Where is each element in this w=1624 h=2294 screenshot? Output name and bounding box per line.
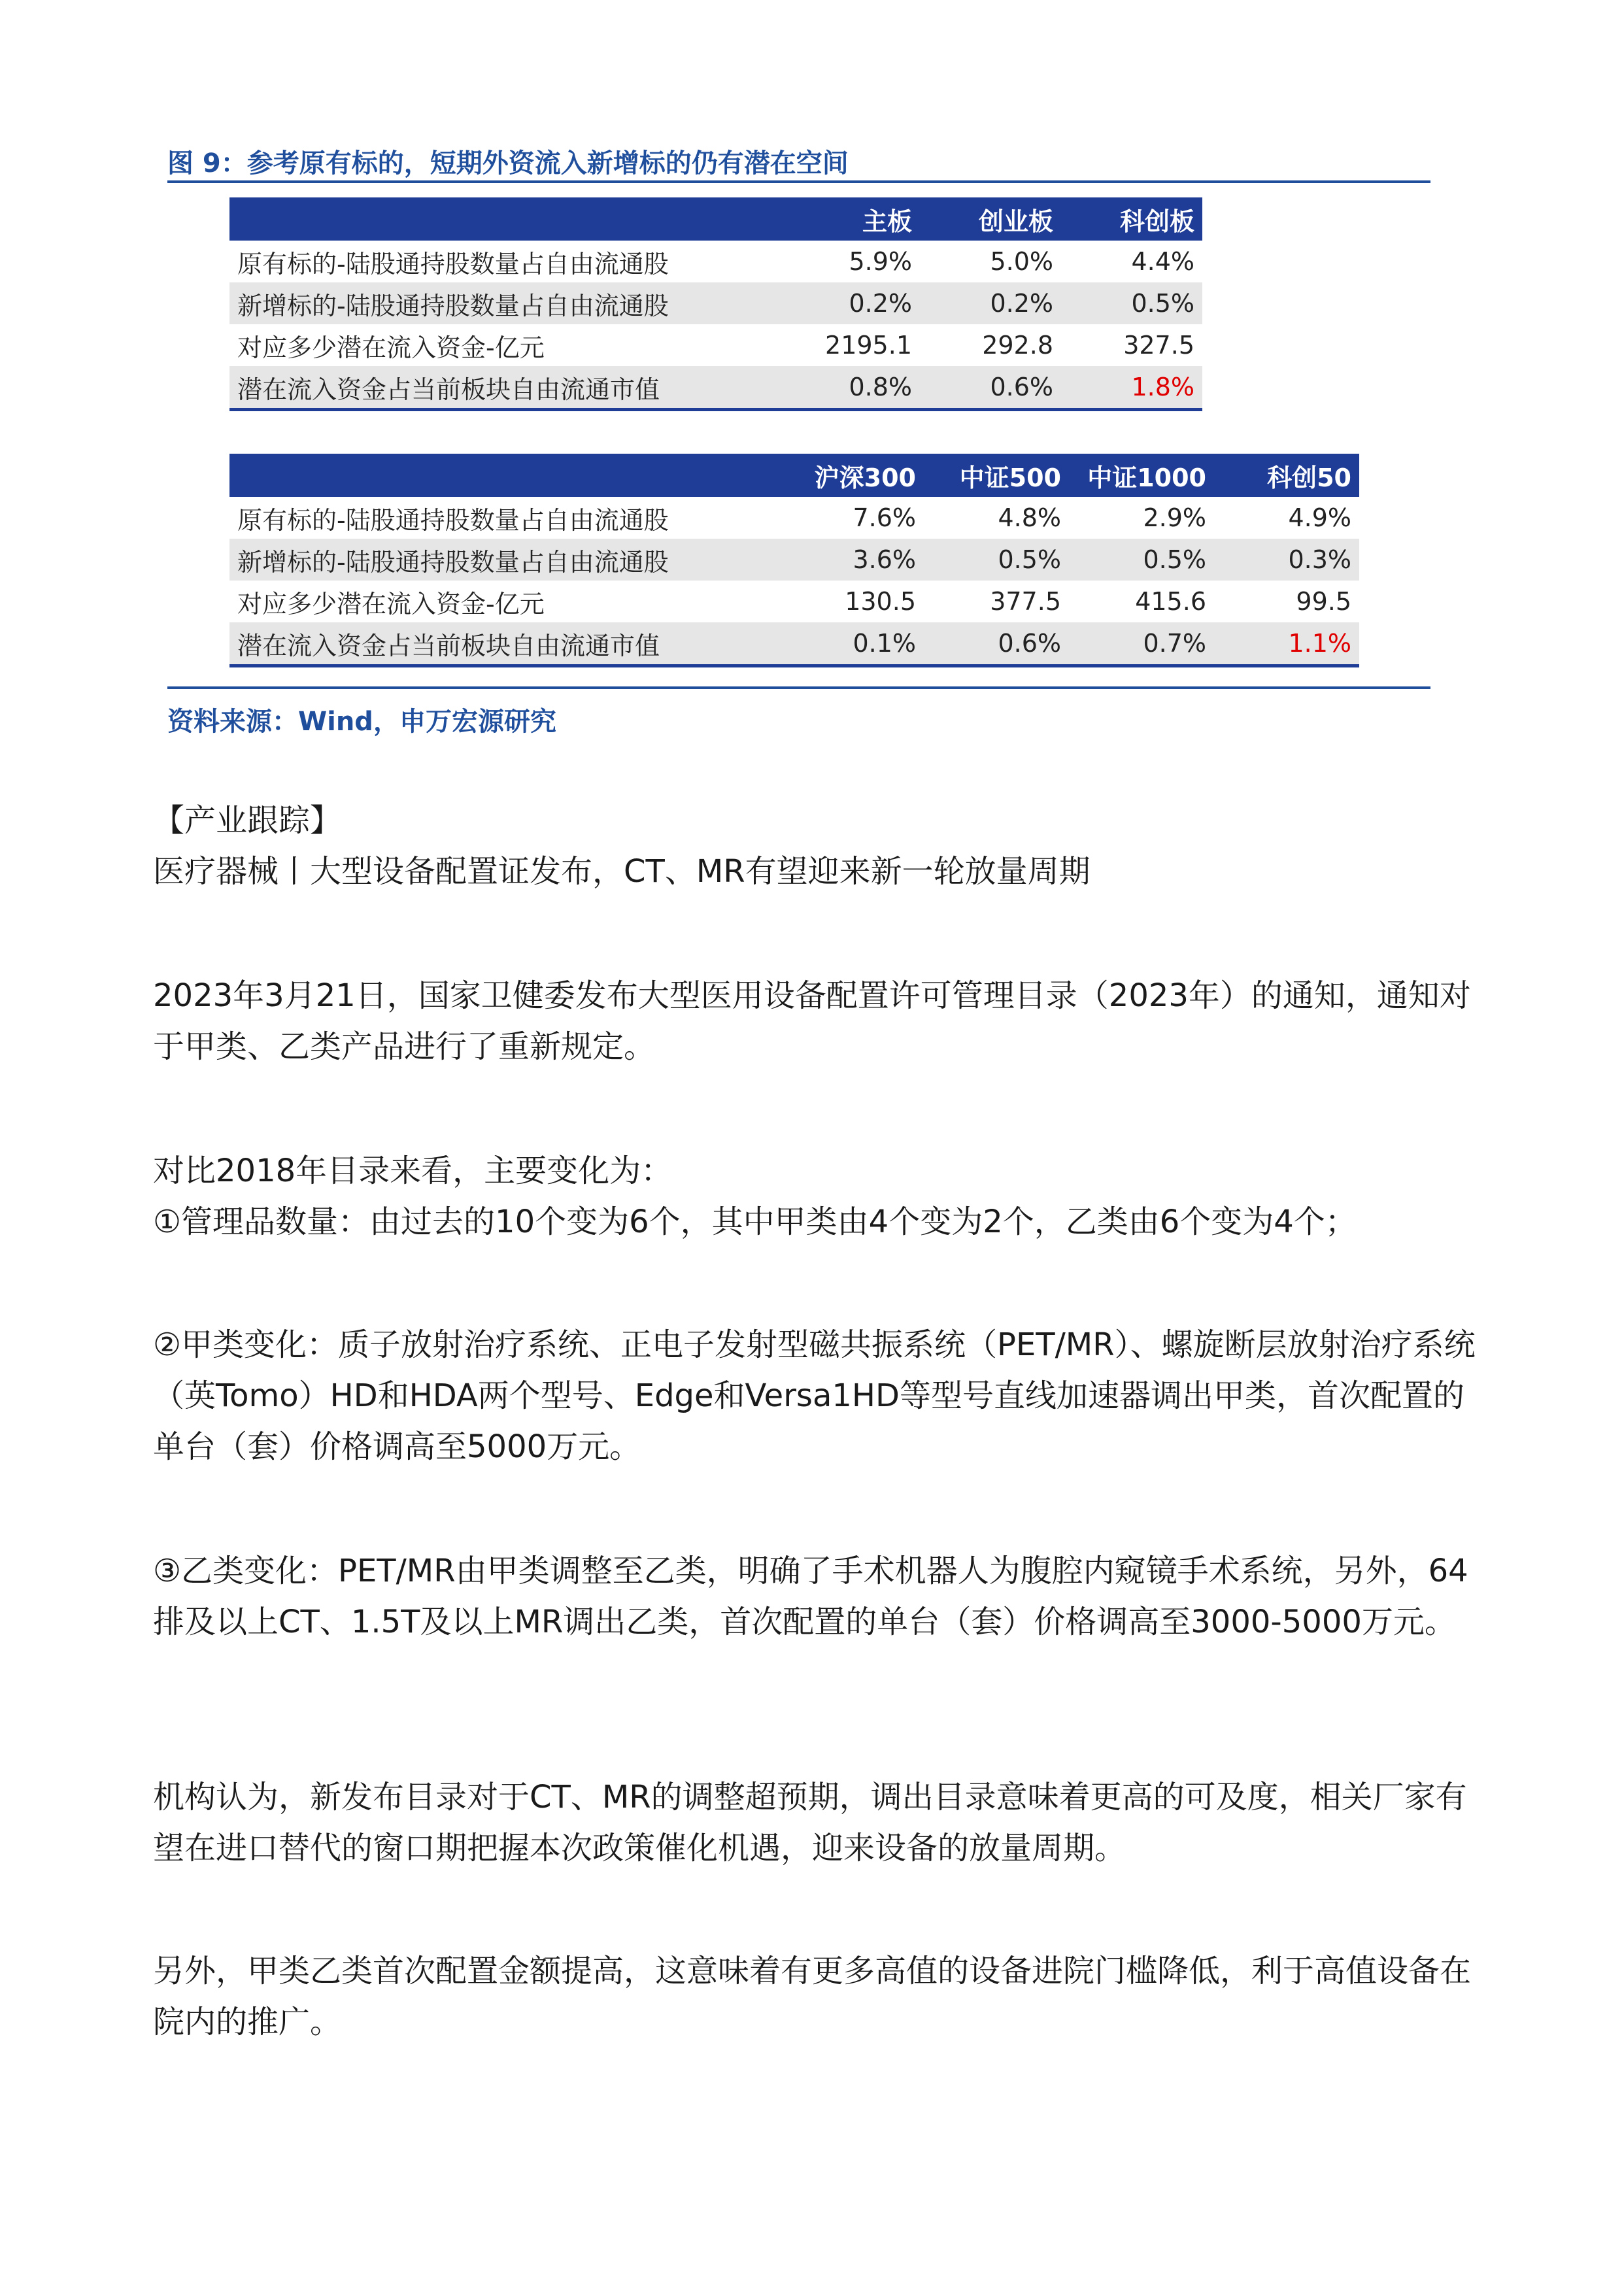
paragraph-text: ②甲类变化：质子放射治疗系统、正电子发射型磁共振系统（PET/MR）、螺旋断层放射治疗系统（英Tomo）HD和HDA两个型号、Edge和Versa1HD等型号直线加速器调出甲类，首次配置的单台（套）价格调高至5000万元。 — [153, 1326, 1476, 1465]
paragraph-3 — [153, 1319, 1487, 1472]
table-cell: 292.8 — [982, 331, 1053, 360]
table-row — [229, 324, 1202, 366]
row-label: 原有标的-陆股通持股数量占自由流通股 — [237, 505, 669, 535]
table-cell: 99.5 — [1296, 587, 1351, 616]
section-tag-block — [153, 795, 1487, 897]
paragraph-1 — [153, 970, 1487, 1072]
paragraph-4 — [153, 1545, 1487, 1647]
paragraph-5 — [153, 1772, 1487, 1874]
table-cell: 5.0% — [990, 247, 1053, 276]
row-label: 对应多少潜在流入资金-亿元 — [237, 333, 545, 362]
header-cell: 创业板 — [920, 197, 1061, 241]
table-cell: 0.6% — [920, 366, 1061, 410]
header-cell: 中证1000 — [1069, 454, 1214, 497]
table-cell: 327.5 — [1123, 331, 1194, 360]
table-cell: 0.5% — [1069, 539, 1214, 581]
table-cell: 130.5 — [845, 587, 916, 616]
table-cell: 0.3% — [1214, 539, 1359, 581]
paragraph-text: 2023年3月21日，国家卫健委发布大型医用设备配置许可管理目录（2023年）的通知，通知对于甲类、乙类产品进行了重新规定。 — [153, 977, 1471, 1065]
table-cell-highlight: 1.1% — [1214, 622, 1359, 666]
source-rule — [167, 686, 1430, 689]
table-cell: 415.6 — [1135, 587, 1206, 616]
table-header-row — [229, 197, 1202, 241]
paragraph-text: 对比2018年目录来看，主要变化为： — [153, 1153, 673, 1189]
table-cell: 0.5% — [924, 539, 1069, 581]
figure-title: 图 9：参考原有标的，短期外资流入新增标的仍有潜在空间 — [167, 148, 849, 178]
header-cell — [229, 197, 779, 241]
table-cell: 377.5 — [990, 587, 1061, 616]
table-cell: 2.9% — [1143, 503, 1206, 532]
table-cell: 0.7% — [1069, 622, 1214, 666]
table-row — [229, 366, 1202, 410]
header-cell: 中证500 — [924, 454, 1069, 497]
table-cell: 0.2% — [920, 282, 1061, 324]
row-label: 潜在流入资金占当前板块自由流通市值 — [229, 622, 779, 666]
table-cell: 3.6% — [779, 539, 924, 581]
title-rule — [167, 180, 1430, 183]
table-cell: 4.8% — [998, 503, 1061, 532]
table-cell: 0.5% — [1061, 282, 1202, 324]
header-cell: 沪深300 — [779, 454, 924, 497]
table-cell: 0.8% — [779, 366, 920, 410]
article-headline: 医疗器械丨大型设备配置证发布，CT、MR有望迎来新一轮放量周期 — [153, 853, 1091, 890]
paragraph-text: ①管理品数量：由过去的10个变为6个，其中甲类由4个变为2个，乙类由6个变为4个； — [153, 1204, 1357, 1240]
table-cell: 7.6% — [853, 503, 916, 532]
table-indices — [229, 454, 1359, 667]
table-row — [229, 241, 1202, 282]
section-tag: 【产业跟踪】 — [153, 802, 342, 839]
paragraph-text: 机构认为，新发布目录对于CT、MR的调整超预期，调出目录意味着更高的可及度，相关厂家有望在进口替代的窗口期把握本次政策催化机遇，迎来设备的放量周期。 — [153, 1779, 1467, 1866]
table-header-row — [229, 454, 1359, 497]
table-cell: 0.1% — [779, 622, 924, 666]
header-cell: 科创50 — [1214, 454, 1359, 497]
paragraph-6 — [153, 1946, 1487, 2048]
paragraph-text: ③乙类变化：PET/MR由甲类调整至乙类，明确了手术机器人为腹腔内窥镜手术系统，另外，64排及以上CT、1.5T及以上MR调出乙类，首次配置的单台（套）价格调高至3000-5000万元。 — [153, 1553, 1468, 1640]
table-row — [229, 581, 1359, 622]
header-cell: 科创板 — [1061, 197, 1202, 241]
table-row — [229, 497, 1359, 539]
paragraph-text: 另外，甲类乙类首次配置金额提高，这意味着有更多高值的设备进院门槛降低，利于高值设备在院内的推广。 — [153, 1953, 1472, 2040]
row-label: 新增标的-陆股通持股数量占自由流通股 — [229, 282, 779, 324]
table-row — [229, 622, 1359, 666]
header-cell: 主板 — [779, 197, 920, 241]
table-cell: 4.9% — [1288, 503, 1351, 532]
row-label: 潜在流入资金占当前板块自由流通市值 — [229, 366, 779, 410]
row-label: 对应多少潜在流入资金-亿元 — [237, 589, 545, 618]
row-label: 新增标的-陆股通持股数量占自由流通股 — [229, 539, 779, 581]
table-row — [229, 282, 1202, 324]
table-cell: 0.6% — [924, 622, 1069, 666]
paragraph-2 — [153, 1145, 1487, 1247]
table-main-boards — [229, 197, 1202, 411]
row-label: 原有标的-陆股通持股数量占自由流通股 — [237, 249, 669, 278]
table-cell: 0.2% — [779, 282, 920, 324]
table-cell: 2195.1 — [825, 331, 912, 360]
table-cell-highlight: 1.8% — [1061, 366, 1202, 410]
figure-source: 资料来源：Wind，申万宏源研究 — [167, 707, 556, 737]
table-row — [229, 539, 1359, 581]
table-cell: 4.4% — [1131, 247, 1194, 276]
header-cell — [229, 454, 779, 497]
table-cell: 5.9% — [849, 247, 912, 276]
